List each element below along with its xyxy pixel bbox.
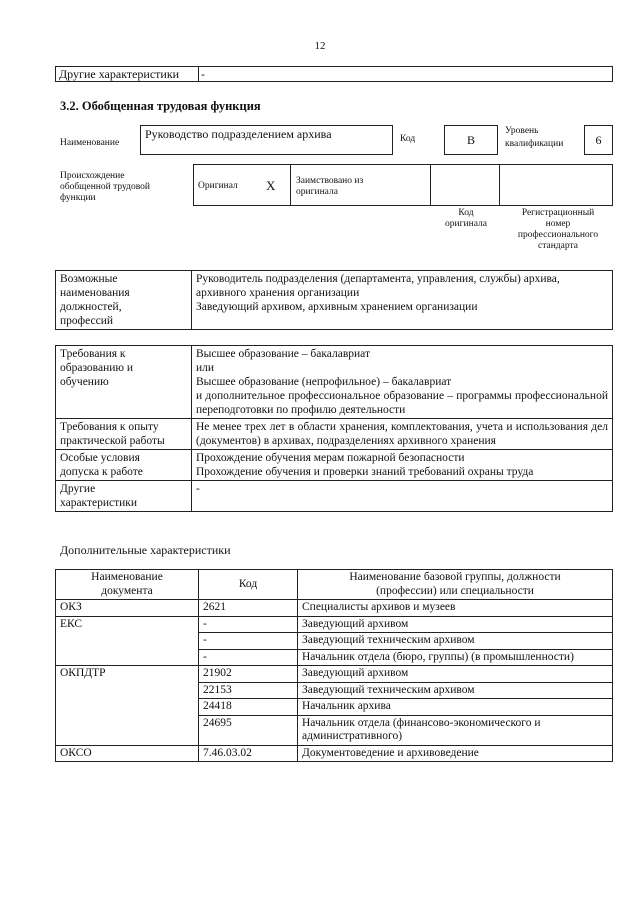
label-line: обучению bbox=[60, 376, 109, 388]
name-cell: Начальник архива bbox=[298, 699, 613, 716]
original-label: Оригинал bbox=[198, 181, 238, 191]
label-line: образованию и bbox=[60, 362, 133, 374]
education-line: или bbox=[196, 362, 215, 374]
table-row bbox=[56, 419, 613, 450]
table-row bbox=[56, 745, 613, 762]
additional-table bbox=[55, 569, 613, 762]
function-name-box bbox=[140, 125, 393, 155]
table-row bbox=[56, 633, 613, 650]
label-line: Требования к bbox=[60, 348, 126, 360]
origin-label-line: функции bbox=[60, 193, 96, 203]
label-line: должностей, bbox=[60, 301, 122, 313]
education-values bbox=[192, 346, 613, 419]
education-line: Высшее образование – бакалавриат bbox=[196, 348, 370, 360]
doc-cell bbox=[56, 633, 199, 650]
code-cell: - bbox=[199, 633, 298, 650]
code-cell: 24695 bbox=[199, 715, 298, 745]
name-cell: Заведующий техническим архивом bbox=[298, 633, 613, 650]
doc-cell: ОКСО bbox=[56, 745, 199, 762]
table-header-row bbox=[56, 570, 613, 600]
table-row bbox=[56, 600, 613, 617]
doc-cell: ОКЗ bbox=[56, 600, 199, 617]
doc-cell bbox=[56, 699, 199, 716]
other-value: - bbox=[192, 481, 613, 512]
doc-cell: ОКПДТР bbox=[56, 666, 199, 683]
code-cell: 7.46.03.02 bbox=[199, 745, 298, 762]
name-cell: Заведующий архивом bbox=[298, 666, 613, 683]
name-cell: Специалисты архивов и музеев bbox=[298, 600, 613, 617]
name-cell: Заведующий архивом bbox=[298, 616, 613, 633]
divider bbox=[290, 165, 291, 205]
special-conditions-values bbox=[192, 450, 613, 481]
original-mark: X bbox=[266, 178, 276, 193]
special-conditions-label bbox=[56, 450, 192, 481]
level-value-box bbox=[584, 125, 613, 155]
other-characteristics-row bbox=[55, 66, 613, 82]
education-line: и дополнительное профессиональное образование – программы профессиональной переподготовки по профилю деятельности bbox=[196, 390, 608, 416]
table-row bbox=[56, 649, 613, 666]
code-value-box bbox=[444, 125, 498, 155]
name-label: Наименование bbox=[60, 138, 120, 148]
table-row bbox=[56, 481, 613, 512]
additional-heading: Дополнительные характеристики bbox=[60, 543, 231, 557]
header-doc bbox=[56, 570, 199, 600]
table-row bbox=[56, 699, 613, 716]
header-name bbox=[298, 570, 613, 600]
caption-line: Регистрационный bbox=[521, 208, 595, 218]
label-line: наименования bbox=[60, 287, 130, 299]
header-code: Код bbox=[199, 570, 298, 600]
code-value: B bbox=[466, 133, 475, 147]
reg-number-caption bbox=[503, 208, 613, 252]
origin-label bbox=[60, 171, 150, 204]
doc-cell: ЕКС bbox=[56, 616, 199, 633]
label-line: практической работы bbox=[60, 435, 165, 447]
header-line: документа bbox=[101, 584, 153, 597]
borrowed-label-line: Заимствовано из bbox=[296, 176, 364, 186]
header-line: Наименование базовой группы, должности bbox=[349, 571, 561, 583]
origin-label-line: Происхождение bbox=[60, 171, 125, 181]
section-title: 3.2. Обобщенная трудовая функция bbox=[60, 99, 261, 113]
doc-cell bbox=[56, 682, 199, 699]
borrowed-label bbox=[296, 176, 363, 198]
position-line: Руководитель подразделения (департамента, управления, службы) архива, bbox=[196, 273, 560, 285]
level-value: 6 bbox=[595, 133, 602, 147]
level-label-line1: Уровень bbox=[505, 126, 539, 136]
table-row bbox=[56, 450, 613, 481]
table-row bbox=[56, 346, 613, 419]
education-line: Высшее образование (непрофильное) – бакалавриат bbox=[196, 376, 452, 388]
other-characteristics-label: Другие характеристики bbox=[56, 67, 199, 81]
code-cell: 21902 bbox=[199, 666, 298, 683]
position-line: Заведующий архивом, архивным хранением организации bbox=[196, 301, 478, 313]
origin-label-line: обобщенной трудовой bbox=[60, 182, 150, 192]
code-cell: 24418 bbox=[199, 699, 298, 716]
table-row bbox=[56, 616, 613, 633]
label-line: профессий bbox=[60, 315, 114, 327]
code-cell: - bbox=[199, 649, 298, 666]
name-cell: Документоведение и архивоведение bbox=[298, 745, 613, 762]
experience-label bbox=[56, 419, 192, 450]
caption-line: стандарта bbox=[538, 241, 578, 251]
code-original-caption bbox=[432, 208, 500, 230]
name-cell: Начальник отдела (бюро, группы) (в промышленности) bbox=[298, 649, 613, 666]
divider bbox=[499, 165, 500, 205]
function-name-value: Руководство подразделением архива bbox=[145, 127, 332, 141]
table-row bbox=[56, 271, 613, 330]
other-characteristics-value: - bbox=[201, 67, 205, 81]
header-line: Наименование bbox=[91, 571, 163, 583]
position-line: архивного хранения организации bbox=[196, 287, 360, 299]
label-line: допуска к работе bbox=[60, 466, 143, 478]
level-label bbox=[505, 126, 563, 150]
code-label: Код bbox=[400, 134, 416, 144]
label-line: Возможные bbox=[60, 273, 118, 285]
label-line: Особые условия bbox=[60, 452, 140, 464]
label-line: Другие bbox=[60, 483, 96, 495]
borrowed-label-line: оригинала bbox=[296, 187, 338, 197]
doc-cell bbox=[56, 649, 199, 666]
label-line: характеристики bbox=[60, 497, 138, 509]
table-row bbox=[56, 666, 613, 683]
code-cell: 2621 bbox=[199, 600, 298, 617]
education-label bbox=[56, 346, 192, 419]
name-cell: Заведующий техническим архивом bbox=[298, 682, 613, 699]
origin-box bbox=[193, 164, 613, 206]
positions-label bbox=[56, 271, 192, 330]
requirements-table bbox=[55, 345, 613, 512]
header-line: (профессии) или специальности bbox=[376, 584, 534, 597]
table-row bbox=[56, 682, 613, 699]
code-cell: 22153 bbox=[199, 682, 298, 699]
caption-line: оригинала bbox=[445, 219, 487, 229]
positions-table bbox=[55, 270, 613, 330]
caption-line: профессионального bbox=[517, 230, 599, 240]
name-cell: Начальник отдела (финансово-экономического и административного) bbox=[298, 715, 613, 745]
divider bbox=[430, 165, 431, 205]
code-cell: - bbox=[199, 616, 298, 633]
table-row bbox=[56, 715, 613, 745]
condition-line: Прохождение обучения и проверки знаний требований охраны труда bbox=[196, 466, 534, 478]
label-line: Требования к опыту bbox=[60, 421, 159, 433]
experience-value: Не менее трех лет в области хранения, комплектования, учета и использования дел (документов) в архивах, подразделениях архивного хранения bbox=[192, 419, 613, 450]
condition-line: Прохождение обучения мерам пожарной безопасности bbox=[196, 452, 465, 464]
other-label bbox=[56, 481, 192, 512]
doc-cell bbox=[56, 715, 199, 745]
caption-line: Код bbox=[458, 208, 474, 218]
positions-values bbox=[192, 271, 613, 330]
caption-line: номер bbox=[545, 219, 571, 229]
page-number: 12 bbox=[314, 40, 326, 52]
level-label-line2: квалификации bbox=[505, 139, 564, 149]
